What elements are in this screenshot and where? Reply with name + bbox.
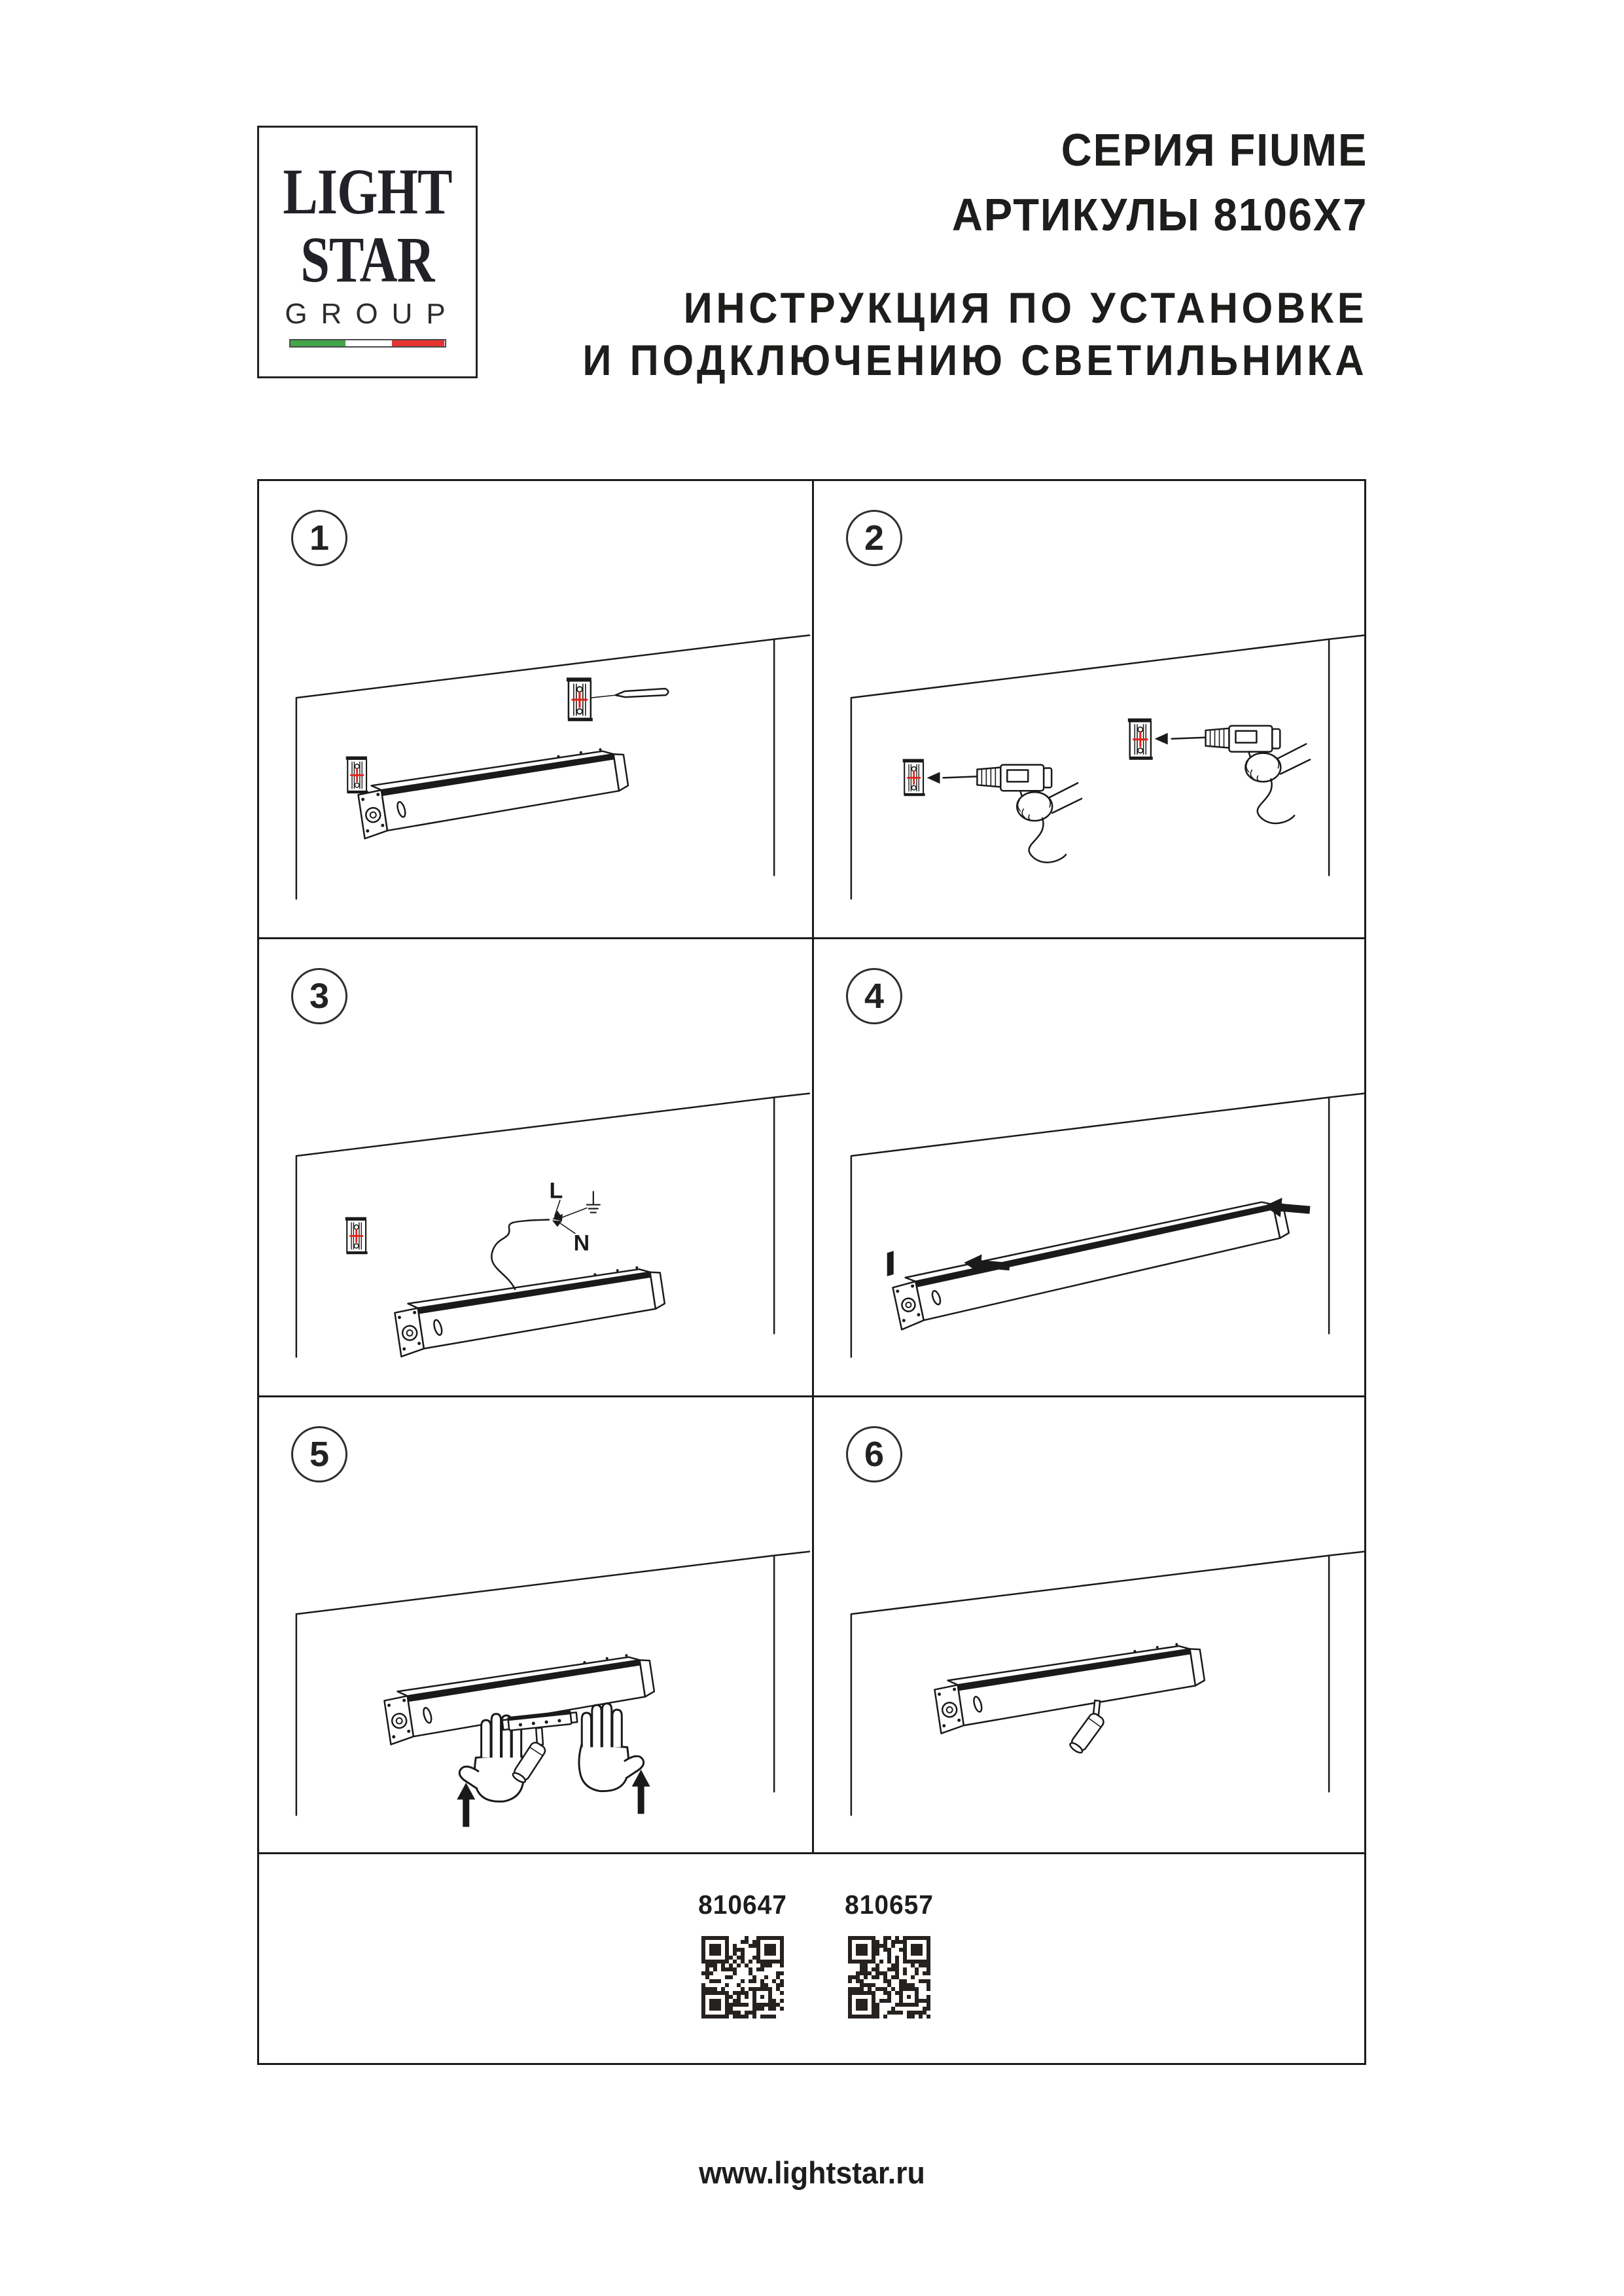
step-number-1: 1 <box>291 510 347 566</box>
up-arrow-icon <box>632 1770 650 1814</box>
header <box>582 118 1368 386</box>
flag-green <box>291 340 346 346</box>
step-panel-2 <box>814 481 1366 935</box>
article-code: 810657 <box>845 1890 934 1920</box>
bracket-icon <box>567 677 593 721</box>
bracket-icon <box>345 1217 368 1255</box>
step-panel-6 <box>814 1397 1366 1852</box>
light-bar-drawing <box>357 745 630 838</box>
drill-drawing <box>944 765 1082 863</box>
lightstar-logo <box>257 126 478 378</box>
arrow-left-icon <box>927 772 940 783</box>
wall-drawing <box>851 636 1364 899</box>
logo-word-star: STAR <box>300 223 434 296</box>
light-bar-drawing <box>933 1640 1207 1733</box>
ground-symbol-icon <box>587 1192 600 1213</box>
spot-head-drawing <box>1068 1712 1105 1755</box>
step-number-4: 4 <box>846 968 902 1024</box>
power-wire-drawing <box>491 1220 549 1289</box>
bracket-edge <box>887 1251 894 1276</box>
article-block-left <box>690 1890 795 2026</box>
flag-red <box>392 340 444 346</box>
light-bar-drawing <box>393 1263 667 1357</box>
step-number-2: 2 <box>846 510 902 566</box>
italian-flag-stripe <box>289 339 446 348</box>
step-panel-1 <box>259 481 811 935</box>
logo-word-group: GROUP <box>285 298 459 330</box>
steps-grid <box>257 479 1366 2065</box>
article-code: 810647 <box>698 1890 787 1920</box>
line-wire-label: L <box>549 1178 563 1204</box>
step-panel-5 <box>259 1397 811 1852</box>
series-title: СЕРИЯ FIUME <box>1061 124 1368 175</box>
marking-line <box>591 695 616 698</box>
step-panel-4 <box>814 939 1366 1393</box>
pencil-icon <box>616 689 669 697</box>
step-number-3: 3 <box>291 968 347 1024</box>
articles-title: АРТИКУЛЫ 8106X7 <box>951 189 1368 240</box>
instruction-title-line2: И ПОДКЛЮЧЕНИЮ СВЕТИЛЬНИКА <box>582 336 1368 384</box>
article-block-right <box>837 1890 942 2026</box>
grid-divider-h3 <box>259 1852 1364 1854</box>
qr-code-right <box>840 1928 938 2026</box>
up-arrow-icon <box>457 1783 475 1827</box>
light-bar-drawing <box>891 1198 1292 1329</box>
bracket-icon <box>1128 719 1153 760</box>
bracket-icon <box>346 757 368 794</box>
step-number-6: 6 <box>846 1426 902 1482</box>
arrow-left-icon <box>1155 733 1168 745</box>
neutral-wire-label: N <box>573 1230 590 1256</box>
flag-white <box>345 340 392 346</box>
drill-drawing <box>1172 726 1310 823</box>
logo-word-light: LIGHT <box>283 155 452 228</box>
right-hand-icon <box>579 1704 644 1791</box>
bracket-icon <box>903 759 925 797</box>
website-url: www.lightstar.ru <box>699 2155 925 2190</box>
step-panel-3 <box>259 939 811 1393</box>
instruction-title-line1: ИНСТРУКЦИЯ ПО УСТАНОВКЕ <box>683 283 1368 332</box>
qr-code-left <box>694 1928 792 2026</box>
step-number-5: 5 <box>291 1426 347 1482</box>
